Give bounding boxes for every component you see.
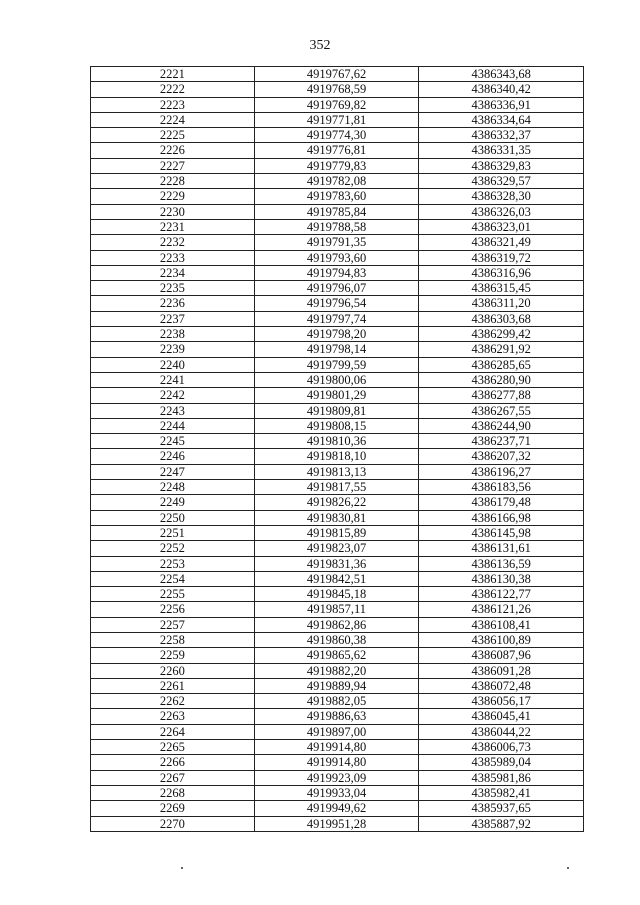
x-coordinate-cell: 4919810,36 [254, 434, 419, 449]
y-coordinate-cell: 4386122,77 [419, 587, 584, 602]
x-coordinate-cell: 4919813,13 [254, 464, 419, 479]
x-coordinate-cell: 4919794,83 [254, 265, 419, 280]
x-coordinate-cell: 4919796,07 [254, 281, 419, 296]
y-coordinate-cell: 4386291,92 [419, 342, 584, 357]
point-number-cell: 2259 [91, 648, 255, 663]
point-number-cell: 2222 [91, 82, 255, 97]
y-coordinate-cell: 4386319,72 [419, 250, 584, 265]
x-coordinate-cell: 4919800,06 [254, 372, 419, 387]
x-coordinate-cell: 4919951,28 [254, 816, 419, 831]
x-coordinate-cell: 4919768,59 [254, 82, 419, 97]
x-coordinate-cell: 4919933,04 [254, 785, 419, 800]
x-coordinate-cell: 4919791,35 [254, 235, 419, 250]
y-coordinate-cell: 4386087,96 [419, 648, 584, 663]
x-coordinate-cell: 4919831,36 [254, 556, 419, 571]
y-coordinate-cell: 4386343,68 [419, 67, 584, 82]
y-coordinate-cell: 4386136,59 [419, 556, 584, 571]
point-number-cell: 2268 [91, 785, 255, 800]
table-row [91, 464, 584, 479]
table-row [91, 327, 584, 342]
x-coordinate-cell: 4919782,08 [254, 174, 419, 189]
x-coordinate-cell: 4919783,60 [254, 189, 419, 204]
y-coordinate-cell: 4386336,91 [419, 97, 584, 112]
point-number-cell: 2224 [91, 112, 255, 127]
y-coordinate-cell: 4386326,03 [419, 204, 584, 219]
y-coordinate-cell: 4386131,61 [419, 541, 584, 556]
point-number-cell: 2255 [91, 587, 255, 602]
point-number-cell: 2257 [91, 617, 255, 632]
y-coordinate-cell: 4386323,01 [419, 219, 584, 234]
x-coordinate-cell: 4919815,89 [254, 525, 419, 540]
x-coordinate-cell: 4919793,60 [254, 250, 419, 265]
y-coordinate-cell: 4386237,71 [419, 434, 584, 449]
x-coordinate-cell: 4919862,86 [254, 617, 419, 632]
y-coordinate-cell: 4386329,83 [419, 158, 584, 173]
y-coordinate-cell: 4385981,86 [419, 770, 584, 785]
table-row [91, 816, 584, 831]
x-coordinate-cell: 4919865,62 [254, 648, 419, 663]
scan-speck [567, 867, 569, 869]
table-row [91, 281, 584, 296]
y-coordinate-cell: 4386207,32 [419, 449, 584, 464]
table-row [91, 495, 584, 510]
point-number-cell: 2240 [91, 357, 255, 372]
table-row [91, 434, 584, 449]
point-number-cell: 2256 [91, 602, 255, 617]
point-number-cell: 2242 [91, 388, 255, 403]
table-row [91, 480, 584, 495]
y-coordinate-cell: 4386145,98 [419, 525, 584, 540]
y-coordinate-cell: 4386044,22 [419, 724, 584, 739]
table-row [91, 648, 584, 663]
coordinates-table-body [91, 67, 584, 832]
point-number-cell: 2267 [91, 770, 255, 785]
point-number-cell: 2264 [91, 724, 255, 739]
y-coordinate-cell: 4386166,98 [419, 510, 584, 525]
point-number-cell: 2262 [91, 694, 255, 709]
y-coordinate-cell: 4386329,57 [419, 174, 584, 189]
table-row [91, 587, 584, 602]
y-coordinate-cell: 4386006,73 [419, 740, 584, 755]
table-row [91, 311, 584, 326]
x-coordinate-cell: 4919857,11 [254, 602, 419, 617]
x-coordinate-cell: 4919767,62 [254, 67, 419, 82]
table-row [91, 82, 584, 97]
x-coordinate-cell: 4919798,14 [254, 342, 419, 357]
y-coordinate-cell: 4386267,55 [419, 403, 584, 418]
point-number-cell: 2247 [91, 464, 255, 479]
table-row [91, 694, 584, 709]
table-row [91, 617, 584, 632]
y-coordinate-cell: 4386316,96 [419, 265, 584, 280]
table-row [91, 296, 584, 311]
point-number-cell: 2263 [91, 709, 255, 724]
point-number-cell: 2245 [91, 434, 255, 449]
table-row [91, 449, 584, 464]
y-coordinate-cell: 4386045,41 [419, 709, 584, 724]
x-coordinate-cell: 4919860,38 [254, 632, 419, 647]
table-row [91, 219, 584, 234]
x-coordinate-cell: 4919797,74 [254, 311, 419, 326]
y-coordinate-cell: 4385982,41 [419, 785, 584, 800]
table-row [91, 724, 584, 739]
x-coordinate-cell: 4919830,81 [254, 510, 419, 525]
x-coordinate-cell: 4919914,80 [254, 755, 419, 770]
y-coordinate-cell: 4386280,90 [419, 372, 584, 387]
table-row [91, 678, 584, 693]
y-coordinate-cell: 4386321,49 [419, 235, 584, 250]
point-number-cell: 2227 [91, 158, 255, 173]
x-coordinate-cell: 4919817,55 [254, 480, 419, 495]
x-coordinate-cell: 4919882,20 [254, 663, 419, 678]
point-number-cell: 2236 [91, 296, 255, 311]
scan-speck [181, 867, 183, 869]
point-number-cell: 2260 [91, 663, 255, 678]
point-number-cell: 2239 [91, 342, 255, 357]
y-coordinate-cell: 4386056,17 [419, 694, 584, 709]
x-coordinate-cell: 4919826,22 [254, 495, 419, 510]
point-number-cell: 2235 [91, 281, 255, 296]
table-row [91, 174, 584, 189]
x-coordinate-cell: 4919779,83 [254, 158, 419, 173]
table-row [91, 602, 584, 617]
point-number-cell: 2226 [91, 143, 255, 158]
x-coordinate-cell: 4919809,81 [254, 403, 419, 418]
y-coordinate-cell: 4386303,68 [419, 311, 584, 326]
table-row [91, 541, 584, 556]
table-row [91, 770, 584, 785]
table-row [91, 357, 584, 372]
y-coordinate-cell: 4386091,28 [419, 663, 584, 678]
x-coordinate-cell: 4919785,84 [254, 204, 419, 219]
point-number-cell: 2231 [91, 219, 255, 234]
table-row [91, 510, 584, 525]
x-coordinate-cell: 4919923,09 [254, 770, 419, 785]
y-coordinate-cell: 4385989,04 [419, 755, 584, 770]
point-number-cell: 2238 [91, 327, 255, 342]
x-coordinate-cell: 4919897,00 [254, 724, 419, 739]
point-number-cell: 2269 [91, 801, 255, 816]
y-coordinate-cell: 4386340,42 [419, 82, 584, 97]
point-number-cell: 2254 [91, 571, 255, 586]
point-number-cell: 2261 [91, 678, 255, 693]
table-row [91, 525, 584, 540]
point-number-cell: 2243 [91, 403, 255, 418]
x-coordinate-cell: 4919801,29 [254, 388, 419, 403]
y-coordinate-cell: 4386315,45 [419, 281, 584, 296]
point-number-cell: 2251 [91, 525, 255, 540]
point-number-cell: 2229 [91, 189, 255, 204]
y-coordinate-cell: 4386311,20 [419, 296, 584, 311]
table-row [91, 158, 584, 173]
y-coordinate-cell: 4386331,35 [419, 143, 584, 158]
x-coordinate-cell: 4919889,94 [254, 678, 419, 693]
y-coordinate-cell: 4386277,88 [419, 388, 584, 403]
table-row [91, 250, 584, 265]
point-number-cell: 2246 [91, 449, 255, 464]
y-coordinate-cell: 4386332,37 [419, 128, 584, 143]
y-coordinate-cell: 4386100,89 [419, 632, 584, 647]
x-coordinate-cell: 4919842,51 [254, 571, 419, 586]
table-row [91, 342, 584, 357]
page-number: 352 [309, 38, 331, 53]
table-row [91, 235, 584, 250]
table-row [91, 571, 584, 586]
table-row [91, 204, 584, 219]
table-row [91, 709, 584, 724]
y-coordinate-cell: 4385887,92 [419, 816, 584, 831]
x-coordinate-cell: 4919808,15 [254, 418, 419, 433]
y-coordinate-cell: 4386121,26 [419, 602, 584, 617]
table-row [91, 556, 584, 571]
table-row [91, 801, 584, 816]
table-row [91, 632, 584, 647]
table-row [91, 663, 584, 678]
table-row [91, 128, 584, 143]
point-number-cell: 2266 [91, 755, 255, 770]
point-number-cell: 2249 [91, 495, 255, 510]
table-row [91, 740, 584, 755]
y-coordinate-cell: 4386179,48 [419, 495, 584, 510]
point-number-cell: 2265 [91, 740, 255, 755]
y-coordinate-cell: 4386108,41 [419, 617, 584, 632]
table-row [91, 67, 584, 82]
point-number-cell: 2237 [91, 311, 255, 326]
y-coordinate-cell: 4385937,65 [419, 801, 584, 816]
y-coordinate-cell: 4386130,38 [419, 571, 584, 586]
point-number-cell: 2232 [91, 235, 255, 250]
point-number-cell: 2230 [91, 204, 255, 219]
point-number-cell: 2225 [91, 128, 255, 143]
x-coordinate-cell: 4919914,80 [254, 740, 419, 755]
y-coordinate-cell: 4386183,56 [419, 480, 584, 495]
y-coordinate-cell: 4386196,27 [419, 464, 584, 479]
table-row [91, 403, 584, 418]
x-coordinate-cell: 4919882,05 [254, 694, 419, 709]
x-coordinate-cell: 4919788,58 [254, 219, 419, 234]
x-coordinate-cell: 4919798,20 [254, 327, 419, 342]
y-coordinate-cell: 4386285,65 [419, 357, 584, 372]
x-coordinate-cell: 4919771,81 [254, 112, 419, 127]
point-number-cell: 2244 [91, 418, 255, 433]
y-coordinate-cell: 4386328,30 [419, 189, 584, 204]
point-number-cell: 2241 [91, 372, 255, 387]
point-number-cell: 2252 [91, 541, 255, 556]
table-row [91, 418, 584, 433]
y-coordinate-cell: 4386299,42 [419, 327, 584, 342]
x-coordinate-cell: 4919774,30 [254, 128, 419, 143]
point-number-cell: 2234 [91, 265, 255, 280]
x-coordinate-cell: 4919776,81 [254, 143, 419, 158]
table-row [91, 388, 584, 403]
point-number-cell: 2253 [91, 556, 255, 571]
x-coordinate-cell: 4919845,18 [254, 587, 419, 602]
x-coordinate-cell: 4919796,54 [254, 296, 419, 311]
x-coordinate-cell: 4919949,62 [254, 801, 419, 816]
table-row [91, 143, 584, 158]
x-coordinate-cell: 4919818,10 [254, 449, 419, 464]
table-row [91, 785, 584, 800]
table-row [91, 755, 584, 770]
point-number-cell: 2270 [91, 816, 255, 831]
x-coordinate-cell: 4919823,07 [254, 541, 419, 556]
table-row [91, 189, 584, 204]
x-coordinate-cell: 4919769,82 [254, 97, 419, 112]
point-number-cell: 2221 [91, 67, 255, 82]
y-coordinate-cell: 4386244,90 [419, 418, 584, 433]
y-coordinate-cell: 4386072,48 [419, 678, 584, 693]
table-row [91, 97, 584, 112]
point-number-cell: 2258 [91, 632, 255, 647]
point-number-cell: 2228 [91, 174, 255, 189]
y-coordinate-cell: 4386334,64 [419, 112, 584, 127]
coordinates-table [90, 66, 584, 832]
point-number-cell: 2233 [91, 250, 255, 265]
table-row [91, 372, 584, 387]
table-row [91, 112, 584, 127]
x-coordinate-cell: 4919799,59 [254, 357, 419, 372]
table-row [91, 265, 584, 280]
point-number-cell: 2250 [91, 510, 255, 525]
point-number-cell: 2248 [91, 480, 255, 495]
point-number-cell: 2223 [91, 97, 255, 112]
x-coordinate-cell: 4919886,63 [254, 709, 419, 724]
